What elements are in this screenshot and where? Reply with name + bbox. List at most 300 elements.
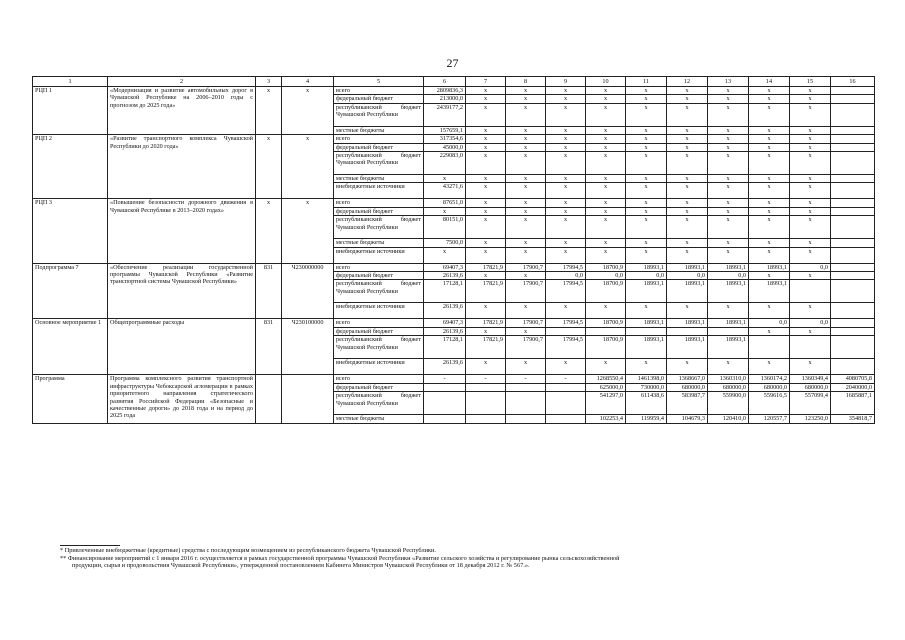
value-cell: х (790, 103, 831, 126)
item-code: РЦП 1 (33, 87, 108, 135)
item-name: «Модернизация и развитие автомобильных дорог в Чувашской Республике на 2006–2010 годы с прогнозом до 2025 года» (108, 87, 256, 135)
value-cell: 730000,0 (626, 383, 667, 391)
value-cell (831, 207, 875, 215)
value-cell: 7500,0 (424, 239, 466, 247)
item-name: Программа комплексного развития транспортной инфраструктуры Чебоксарской агломерации в рамках приоритетного направления стратегического развития Российской Федерации «Безопасные и качественные дороги» до 2018 года и на период до 2025 года (108, 375, 256, 423)
value-cell: 17900,7 (506, 319, 546, 327)
table-row (33, 375, 875, 383)
item-code: Основное мероприятие 1 (33, 319, 108, 375)
table-row (33, 135, 875, 143)
value-cell: х (749, 216, 790, 239)
value-cell (831, 247, 875, 263)
value-cell: х (749, 152, 790, 175)
value-cell: х (586, 152, 626, 175)
value-cell: 17128,1 (424, 280, 466, 303)
value-cell: 2439177,2 (424, 103, 466, 126)
column-number: 8 (506, 77, 546, 87)
value-cell: х (667, 239, 708, 247)
footnote-2 (60, 555, 850, 570)
value-cell: х (466, 199, 506, 207)
value-cell: 17900,7 (506, 336, 546, 359)
value-cell: 0,0 (667, 272, 708, 280)
item-grbs: х (256, 199, 282, 263)
value-cell (831, 359, 875, 375)
value-cell: х (626, 135, 667, 143)
value-cell: 18700,9 (586, 263, 626, 271)
value-cell: х (424, 207, 466, 215)
value-cell: 0,0 (790, 263, 831, 271)
value-cell: 17821,9 (466, 319, 506, 327)
funding-source: федеральный бюджет (334, 383, 424, 391)
value-cell: х (667, 126, 708, 134)
value-cell: х (708, 359, 749, 375)
value-cell: х (546, 359, 586, 375)
funding-source: республиканский бюджет Чувашской Республики (334, 280, 424, 303)
value-cell: 4080705,8 (831, 375, 875, 383)
value-cell: 45000,0 (424, 143, 466, 151)
value-cell: х (586, 207, 626, 215)
value-cell (831, 103, 875, 126)
value-cell: 69407,3 (424, 319, 466, 327)
value-cell (831, 319, 875, 327)
value-cell: х (708, 207, 749, 215)
value-cell: х (506, 95, 546, 103)
value-cell: 17994,5 (546, 263, 586, 271)
value-cell: х (626, 199, 667, 207)
column-number: 14 (749, 77, 790, 87)
value-cell: 18993,1 (667, 263, 708, 271)
value-cell (831, 327, 875, 335)
value-cell: - (506, 375, 546, 383)
value-cell: х (667, 87, 708, 95)
value-cell: х (586, 183, 626, 199)
value-cell: х (546, 135, 586, 143)
item-code: Программа (33, 375, 108, 423)
item-csr: х (282, 87, 334, 135)
value-cell: х (586, 143, 626, 151)
value-cell: х (667, 247, 708, 263)
value-cell: х (466, 207, 506, 215)
value-cell: 120557,7 (749, 415, 790, 423)
value-cell: х (546, 95, 586, 103)
value-cell: 317354,6 (424, 135, 466, 143)
value-cell: х (626, 87, 667, 95)
value-cell: х (708, 95, 749, 103)
value-cell: х (790, 143, 831, 151)
value-cell: х (790, 247, 831, 263)
item-name: Общепрограммные расходы (108, 319, 256, 375)
funding-source: республиканский бюджет Чувашской Республики (334, 103, 424, 126)
value-cell: 80151,0 (424, 216, 466, 239)
value-cell: 213000,0 (424, 95, 466, 103)
value-cell: х (466, 183, 506, 199)
item-csr: Ч230100000 (282, 319, 334, 375)
value-cell: 17821,9 (466, 263, 506, 271)
value-cell (424, 392, 466, 415)
value-cell: х (506, 175, 546, 183)
value-cell: х (708, 135, 749, 143)
value-cell: 102253,4 (586, 415, 626, 423)
value-cell: 18993,1 (708, 336, 749, 359)
value-cell: 1368667,0 (667, 375, 708, 383)
value-cell: х (790, 216, 831, 239)
value-cell: х (626, 143, 667, 151)
value-cell (831, 336, 875, 359)
value-cell: х (749, 87, 790, 95)
value-cell: х (708, 199, 749, 207)
value-cell: х (667, 175, 708, 183)
value-cell: х (667, 207, 708, 215)
value-cell: х (790, 175, 831, 183)
value-cell: х (466, 95, 506, 103)
value-cell: 2809836,3 (424, 87, 466, 95)
value-cell: х (506, 135, 546, 143)
value-cell: 17900,7 (506, 263, 546, 271)
funding-source: федеральный бюджет (334, 272, 424, 280)
funding-source: федеральный бюджет (334, 327, 424, 335)
value-cell: 18700,9 (586, 336, 626, 359)
item-csr: Ч230000000 (282, 263, 334, 319)
value-cell: 680000,0 (667, 383, 708, 391)
funding-source: федеральный бюджет (334, 207, 424, 215)
value-cell: х (749, 207, 790, 215)
value-cell: 611438,6 (626, 392, 667, 415)
value-cell: 69407,3 (424, 263, 466, 271)
funding-source: всего (334, 319, 424, 327)
value-cell: х (790, 327, 831, 335)
value-cell: х (790, 152, 831, 175)
footnote-rule (60, 545, 120, 546)
value-cell: х (546, 143, 586, 151)
value-cell: х (546, 183, 586, 199)
value-cell: - (546, 375, 586, 383)
funding-source: местные бюджеты (334, 415, 424, 423)
value-cell: х (626, 126, 667, 134)
value-cell: х (466, 239, 506, 247)
value-cell: х (586, 247, 626, 263)
column-number: 12 (667, 77, 708, 87)
value-cell: х (790, 126, 831, 134)
value-cell: х (708, 152, 749, 175)
value-cell: х (749, 359, 790, 375)
item-grbs: х (256, 87, 282, 135)
value-cell: 87651,0 (424, 199, 466, 207)
value-cell: х (626, 95, 667, 103)
funding-source: всего (334, 375, 424, 383)
value-cell: х (790, 183, 831, 199)
value-cell (790, 280, 831, 303)
value-cell (831, 143, 875, 151)
column-number: 2 (108, 77, 256, 87)
value-cell: 1268550,4 (586, 375, 626, 383)
value-cell: х (586, 359, 626, 375)
value-cell: х (708, 183, 749, 199)
funding-source: всего (334, 263, 424, 271)
value-cell: х (506, 87, 546, 95)
value-cell: х (708, 239, 749, 247)
value-cell: 559900,0 (708, 392, 749, 415)
column-number: 11 (626, 77, 667, 87)
value-cell: х (667, 359, 708, 375)
value-cell: х (708, 143, 749, 151)
value-cell (546, 415, 586, 423)
value-cell (831, 280, 875, 303)
value-cell: х (424, 175, 466, 183)
value-cell (831, 152, 875, 175)
value-cell: х (749, 143, 790, 151)
value-cell: х (749, 247, 790, 263)
value-cell: х (790, 135, 831, 143)
footnote-2-line-2: продукции, сырья и продовольствия Чувашской Республики», утвержденной постановлением Кабинета Министров Чувашской Республики от 18 декабря 2012 г. № 567.». (72, 562, 530, 570)
value-cell: 18993,1 (626, 263, 667, 271)
item-code: Подпрограмма 7 (33, 263, 108, 319)
value-cell: х (626, 239, 667, 247)
value-cell: х (546, 175, 586, 183)
item-name: «Повышение безопасности дорожного движения в Чувашской Республике в 2013–2020 годах» (108, 199, 256, 263)
value-cell: х (749, 95, 790, 103)
value-cell: 18993,1 (708, 263, 749, 271)
footnote-2-line-1: ** Финансирование мероприятий с 1 января 2016 г. осуществляется в рамках государственной программы Чувашской Республики «Развитие сельского хозяйства и регулирование рынка сельскохозяйственной (60, 554, 620, 562)
value-cell: х (667, 152, 708, 175)
value-cell: х (586, 239, 626, 247)
value-cell: 18993,1 (667, 280, 708, 303)
funding-source: внебюджетные источники (334, 303, 424, 319)
value-cell: х (506, 303, 546, 319)
value-cell: 18993,1 (667, 336, 708, 359)
column-number: 7 (466, 77, 506, 87)
column-number: 13 (708, 77, 749, 87)
page-number: 27 (446, 56, 459, 70)
value-cell (466, 383, 506, 391)
value-cell: 680000,0 (708, 383, 749, 391)
value-cell: х (506, 247, 546, 263)
value-cell: 1360349,4 (790, 375, 831, 383)
footnote-1: * Привлеченные внебюджетные (кредитные) средства с последующим возмещением из республиканского бюджета Чувашской Республики. (60, 547, 436, 554)
value-cell: х (466, 143, 506, 151)
value-cell: х (626, 152, 667, 175)
value-cell: х (466, 272, 506, 280)
item-csr: х (282, 199, 334, 263)
value-cell: 26139,6 (424, 303, 466, 319)
value-cell: х (586, 135, 626, 143)
item-grbs: х (256, 135, 282, 199)
value-cell (831, 175, 875, 183)
item-code: РЦП 2 (33, 135, 108, 199)
value-cell: х (749, 103, 790, 126)
value-cell: - (424, 375, 466, 383)
value-cell: 229083,0 (424, 152, 466, 175)
value-cell: 18993,1 (749, 263, 790, 271)
value-cell: х (708, 247, 749, 263)
value-cell: 123250,0 (790, 415, 831, 423)
value-cell: х (586, 103, 626, 126)
value-cell: 1360310,0 (708, 375, 749, 383)
value-cell (749, 336, 790, 359)
value-cell: х (749, 239, 790, 247)
value-cell: х (546, 239, 586, 247)
value-cell (831, 263, 875, 271)
value-cell (831, 183, 875, 199)
item-code: РЦП 3 (33, 199, 108, 263)
value-cell: х (749, 199, 790, 207)
value-cell: х (546, 126, 586, 134)
value-cell: 18700,9 (586, 280, 626, 303)
value-cell: х (790, 95, 831, 103)
value-cell: х (546, 207, 586, 215)
value-cell: 18993,1 (708, 319, 749, 327)
value-cell (506, 415, 546, 423)
value-cell (708, 327, 749, 335)
value-cell: х (790, 239, 831, 247)
value-cell: 625000,0 (586, 383, 626, 391)
value-cell (626, 327, 667, 335)
value-cell: х (586, 126, 626, 134)
value-cell: х (466, 87, 506, 95)
value-cell: х (506, 207, 546, 215)
budget-table (32, 76, 875, 424)
value-cell: 18993,1 (626, 280, 667, 303)
value-cell (831, 272, 875, 280)
value-cell: х (506, 126, 546, 134)
funding-source: всего (334, 135, 424, 143)
footnotes (60, 545, 850, 570)
value-cell: х (506, 359, 546, 375)
funding-source: внебюджетные источники (334, 359, 424, 375)
value-cell: 0,0 (790, 319, 831, 327)
value-cell: 157659,1 (424, 126, 466, 134)
value-cell: 17994,5 (546, 280, 586, 303)
value-cell: х (506, 239, 546, 247)
item-csr: х (282, 135, 334, 199)
column-number: 1 (33, 77, 108, 87)
funding-source: местные бюджеты (334, 175, 424, 183)
table-row (33, 199, 875, 207)
value-cell: х (790, 199, 831, 207)
value-cell (831, 95, 875, 103)
value-cell: 120410,0 (708, 415, 749, 423)
value-cell: х (626, 359, 667, 375)
value-cell: - (466, 375, 506, 383)
value-cell (466, 392, 506, 415)
value-cell: 0,0 (586, 272, 626, 280)
value-cell (466, 415, 506, 423)
funding-source: республиканский бюджет Чувашской Республики (334, 152, 424, 175)
column-number: 9 (546, 77, 586, 87)
value-cell: х (546, 152, 586, 175)
value-cell: х (749, 183, 790, 199)
value-cell: х (667, 143, 708, 151)
value-cell: 680000,0 (749, 383, 790, 391)
value-cell (790, 336, 831, 359)
value-cell: х (626, 216, 667, 239)
value-cell: х (466, 175, 506, 183)
value-cell: 18993,1 (626, 319, 667, 327)
value-cell (831, 239, 875, 247)
item-name: «Обеспечение реализации государственной программы Чувашской Республики «Развитие транспортной системы Чувашской Республики» (108, 263, 256, 319)
value-cell: 18700,9 (586, 319, 626, 327)
value-cell: 17821,9 (466, 280, 506, 303)
value-cell: х (546, 103, 586, 126)
value-cell: х (546, 303, 586, 319)
value-cell: х (790, 303, 831, 319)
value-cell: 104679,3 (667, 415, 708, 423)
value-cell: х (466, 359, 506, 375)
value-cell: 43271,6 (424, 183, 466, 199)
value-cell (546, 327, 586, 335)
value-cell: х (586, 87, 626, 95)
value-cell (424, 415, 466, 423)
value-cell: х (466, 135, 506, 143)
value-cell: х (749, 327, 790, 335)
value-cell: х (466, 103, 506, 126)
value-cell (831, 199, 875, 207)
value-cell: х (708, 87, 749, 95)
value-cell: х (506, 327, 546, 335)
item-csr (282, 375, 334, 423)
value-cell: 17128,1 (424, 336, 466, 359)
value-cell: х (506, 103, 546, 126)
value-cell: 17994,5 (546, 319, 586, 327)
funding-source: федеральный бюджет (334, 143, 424, 151)
value-cell: х (708, 216, 749, 239)
table-row (33, 319, 875, 327)
column-number: 10 (586, 77, 626, 87)
value-cell: 26139,6 (424, 272, 466, 280)
value-cell: х (667, 216, 708, 239)
column-number: 4 (282, 77, 334, 87)
value-cell: 17994,5 (546, 336, 586, 359)
value-cell: х (626, 247, 667, 263)
column-number: 16 (831, 77, 875, 87)
value-cell: 26139,6 (424, 327, 466, 335)
value-cell: 1685887,1 (831, 392, 875, 415)
table-row (33, 87, 875, 95)
funding-source: всего (334, 199, 424, 207)
funding-source: внебюджетные источники (334, 247, 424, 263)
value-cell: х (667, 103, 708, 126)
value-cell: х (466, 152, 506, 175)
value-cell (586, 327, 626, 335)
value-cell (831, 135, 875, 143)
value-cell: 18993,1 (626, 336, 667, 359)
item-grbs: 831 (256, 319, 282, 375)
value-cell: 26139,6 (424, 359, 466, 375)
value-cell: 0,0 (626, 272, 667, 280)
value-cell (831, 126, 875, 134)
funding-source: республиканский бюджет Чувашской Республики (334, 336, 424, 359)
value-cell (546, 383, 586, 391)
value-cell (506, 392, 546, 415)
funding-source: федеральный бюджет (334, 95, 424, 103)
value-cell: х (586, 95, 626, 103)
value-cell: х (424, 247, 466, 263)
value-cell: х (749, 126, 790, 134)
value-cell: х (546, 199, 586, 207)
value-cell: х (546, 247, 586, 263)
value-cell: х (708, 303, 749, 319)
value-cell: х (546, 87, 586, 95)
column-number: 15 (790, 77, 831, 87)
value-cell: х (626, 207, 667, 215)
value-cell: х (506, 143, 546, 151)
value-cell: 583987,7 (667, 392, 708, 415)
value-cell: х (466, 126, 506, 134)
value-cell: х (667, 199, 708, 207)
value-cell: 354818,7 (831, 415, 875, 423)
value-cell: 1461398,0 (626, 375, 667, 383)
value-cell: х (667, 183, 708, 199)
value-cell: х (506, 199, 546, 207)
